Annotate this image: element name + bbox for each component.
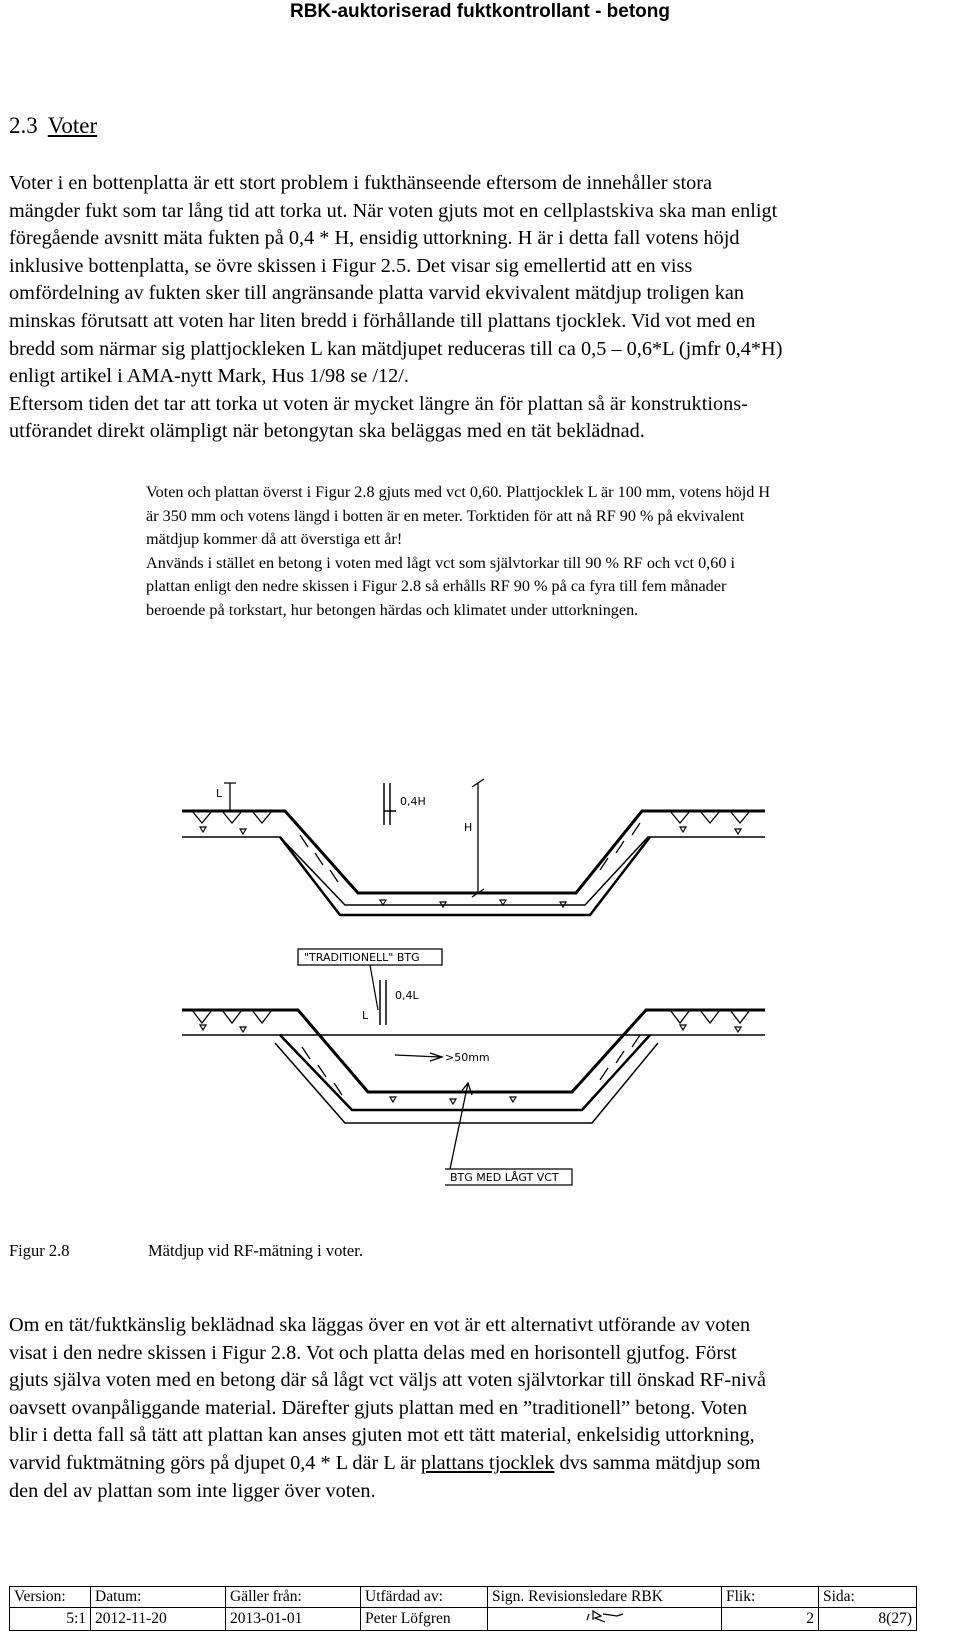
lower-sketch-low-vct-label: BTG MED LÅGT VCT	[450, 1171, 559, 1184]
text-line: föregående avsnitt mäta fukten på 0,4 * H, ensidig uttorkning. H är i detta fall votens höjd	[9, 227, 740, 250]
lower-sketch-traditional-label: "TRADITIONELL" BTG	[304, 951, 420, 964]
text-line: minskas förutsatt att voten har liten bredd i förhållande till plattans tjocklek. Vid vot med en	[9, 309, 756, 332]
underlined-term: plattans tjocklek	[420, 1451, 555, 1474]
upper-sketch-depth-marker	[384, 783, 396, 825]
note-line: mätdjup kommer då att överstiga ett år!	[146, 530, 403, 548]
page-header: RBK-auktoriserad fuktkontrollant - betong	[289, 1, 670, 22]
upper-sketch-bottom-outline	[280, 837, 650, 915]
upper-sketch-depth-label: 0,4H	[400, 795, 426, 808]
footer-header-row	[10, 1587, 917, 1608]
text-line: Voter i en bottenplatta är ett stort problem i fukthänseende eftersom de innehåller stora	[9, 172, 713, 194]
upper-sketch-H-dimension	[472, 779, 484, 897]
text-line: Om en tät/fuktkänslig beklädnad ska läggas över en vot är ett alternativt utförande av voten	[9, 1314, 751, 1336]
upper-sketch-L-label: L	[216, 787, 223, 800]
footer-tab: 2	[722, 1608, 819, 1631]
text-line: Eftersom tiden det tar att torka ut voten är mycket längre än för plattan så är konstruktions-	[9, 392, 748, 415]
footer-header-signature: Sign. Revisionsledare RBK	[488, 1587, 722, 1608]
footer-issued-by: Peter Löfgren	[361, 1608, 488, 1631]
lower-sketch-leader	[370, 965, 378, 1010]
lower-sketch-L-label: L	[362, 1009, 369, 1022]
text-segment: dvs samma mätdjup som	[554, 1451, 761, 1474]
upper-sketch-L-dimension	[224, 783, 236, 811]
alternative-design-paragraph	[9, 1312, 949, 1505]
text-line: bredd som närmar sig plattjockleken L kan mätdjupet reduceras till ca 0,5 – 0,6*L (jmfr 0,4*H)	[9, 337, 783, 360]
section-title: Voter	[47, 113, 98, 138]
footer-valid-from: 2013-01-01	[226, 1608, 361, 1631]
text-line	[9, 1450, 949, 1478]
upper-sketch-outer-outline	[182, 811, 765, 893]
note-line: plattan enligt den nedre skissen i Figur 2.8 så erhålls RF 90 % på ca fyra till fem månader	[146, 577, 727, 595]
document-footer-table	[9, 1586, 917, 1631]
note-line: är 350 mm och votens längd i botten är en meter. Torktiden för att nå RF 90 % på ekvivalent	[146, 506, 745, 525]
text-line: enligt artikel i AMA-nytt Mark, Hus 1/98 se /12/.	[9, 365, 409, 388]
footer-header-version: Version:	[10, 1587, 91, 1608]
signature-mark	[583, 1608, 627, 1624]
note-line: Används i stället en betong i voten med lågt vct som självtorkar till 90 % RF och vct 0,60 i	[146, 553, 735, 572]
text-line: omfördelning av fukten sker till angränsande platta varvid ekvivalent mätdjup troligen kan	[9, 282, 744, 305]
section-heading	[9, 112, 97, 140]
footer-header-tab: Flik:	[722, 1587, 819, 1608]
example-note	[146, 481, 936, 622]
haunch-sketch-figure	[180, 775, 780, 1210]
footer-header-page: Sida:	[819, 1587, 917, 1608]
footer-header-valid-from: Gäller från:	[226, 1587, 361, 1608]
text-line: inklusive bottenplatta, se övre skissen i Figur 2.5. Det visar sig emellertid att en viss	[9, 254, 693, 277]
footer-version: 5:1	[10, 1608, 91, 1631]
footer-header-issued-by: Utfärdad av:	[361, 1587, 488, 1608]
text-line: utförandet direkt olämpligt när betongytan ska beläggas med en tät beklädnad.	[9, 420, 645, 443]
lower-sketch-low-vct-leader	[450, 1083, 472, 1169]
text-line: blir i detta fall så tätt att plattan kan anses gjuten mot ett tätt material, enkelsidig uttorkning,	[9, 1424, 755, 1447]
figure-caption-label: Figur 2.8	[9, 1241, 70, 1260]
footer-value-row	[10, 1608, 917, 1631]
text-line: visat i den nedre skissen i Figur 2.8. Vot och platta delas med en horisontell gjutfog. Först	[9, 1341, 737, 1364]
footer-header-date: Datum:	[91, 1587, 226, 1608]
figure-caption-text: Mätdjup vid RF-mätning i voter.	[148, 1241, 363, 1260]
upper-sketch-inner-outline	[182, 837, 765, 905]
lower-sketch-depth-marker	[380, 980, 386, 1025]
upper-sketch-H-label: H	[464, 821, 473, 834]
lower-sketch-gap-label: >50mm	[445, 1051, 490, 1064]
note-line: beroende på torkstart, hur betongen härdas och klimatet under uttorkningen.	[146, 600, 639, 619]
section-number: 2.3	[9, 113, 38, 138]
upper-sketch	[182, 779, 765, 915]
text-line: mängder fukt som tar lång tid att torka ut. När voten gjuts mot en cellplastskiva ska man enligt	[9, 199, 778, 222]
text-line: gjuts själva voten med en betong där så lågt vct väljs att voten självtorkar till önskad RF-nivå	[9, 1369, 767, 1392]
note-line: Voten och plattan överst i Figur 2.8 gjuts med vct 0,60. Plattjocklek L är 100 mm, votens höjd H	[146, 483, 771, 501]
intro-paragraph	[9, 170, 944, 446]
lower-sketch	[182, 949, 765, 1185]
text-segment: varvid fuktmätning görs på djupet 0,4 * L där L är	[9, 1451, 421, 1474]
text-line: oavsett ovanpåliggande material. Därefter gjuts plattan med en ”traditionell” betong. Voten	[9, 1396, 748, 1419]
footer-date: 2012-11-20	[91, 1608, 226, 1631]
lower-sketch-depth-label: 0,4L	[395, 989, 419, 1002]
lower-sketch-gap-arrow	[395, 1053, 442, 1061]
footer-signature	[488, 1608, 722, 1631]
text-line: den del av plattan som inte ligger över voten.	[9, 1479, 376, 1502]
footer-page: 8(27)	[819, 1608, 917, 1631]
